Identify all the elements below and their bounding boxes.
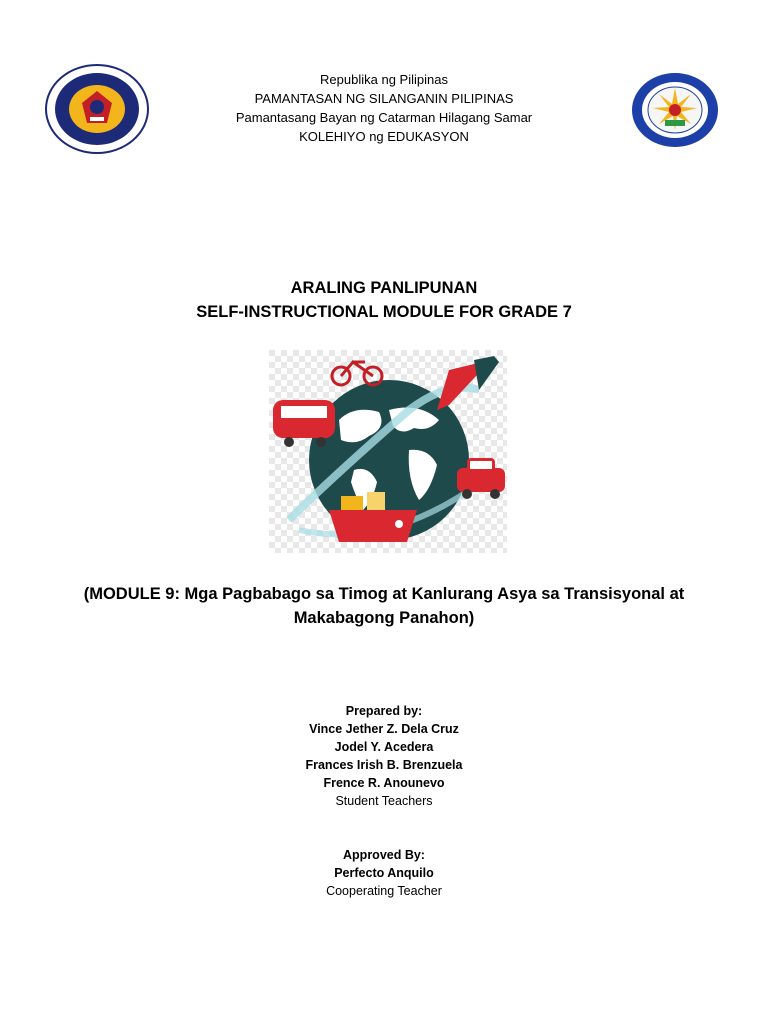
preparer-name: Jodel Y. Acedera <box>334 740 434 754</box>
university-seal-icon <box>44 63 150 155</box>
approver-role: Cooperating Teacher <box>326 884 442 898</box>
college-of-education-seal-icon <box>631 72 719 148</box>
module-type-title: SELF-INSTRUCTIONAL MODULE FOR GRADE 7 <box>196 303 572 321</box>
subject-title: ARALING PANLIPUNAN <box>290 279 478 297</box>
header-college: KOLEHIYO ng EDUKASYON <box>299 129 469 144</box>
institution-header <box>160 70 608 146</box>
approver-name: Perfecto Anquilo <box>334 866 434 880</box>
preparer-name: Frence R. Anounevo <box>323 776 445 790</box>
prepared-by-label: Prepared by: <box>345 704 423 718</box>
approved-by-label: Approved By: <box>343 848 425 862</box>
header-republic: Republika ng Pilipinas <box>320 72 448 87</box>
header-university-tagalog: Pamantasang Bayan ng Catarman Hilagang Samar <box>235 110 533 125</box>
header-university: PAMANTASAN NG SILANGANIN PILIPINAS <box>254 91 514 106</box>
module-heading <box>84 276 684 324</box>
module-title: (MODULE 9: Mga Pagbabago sa Timog at Kanlurang Asya sa Transisyonal at Makabagong Panahon) <box>83 585 685 627</box>
preparer-name: Frances Irish B. Brenzuela <box>305 758 463 772</box>
credits-section <box>184 702 584 900</box>
globe-transportation-icon <box>269 350 507 553</box>
preparer-role: Student Teachers <box>335 794 433 808</box>
preparer-name: Vince Jether Z. Dela Cruz <box>309 722 459 736</box>
